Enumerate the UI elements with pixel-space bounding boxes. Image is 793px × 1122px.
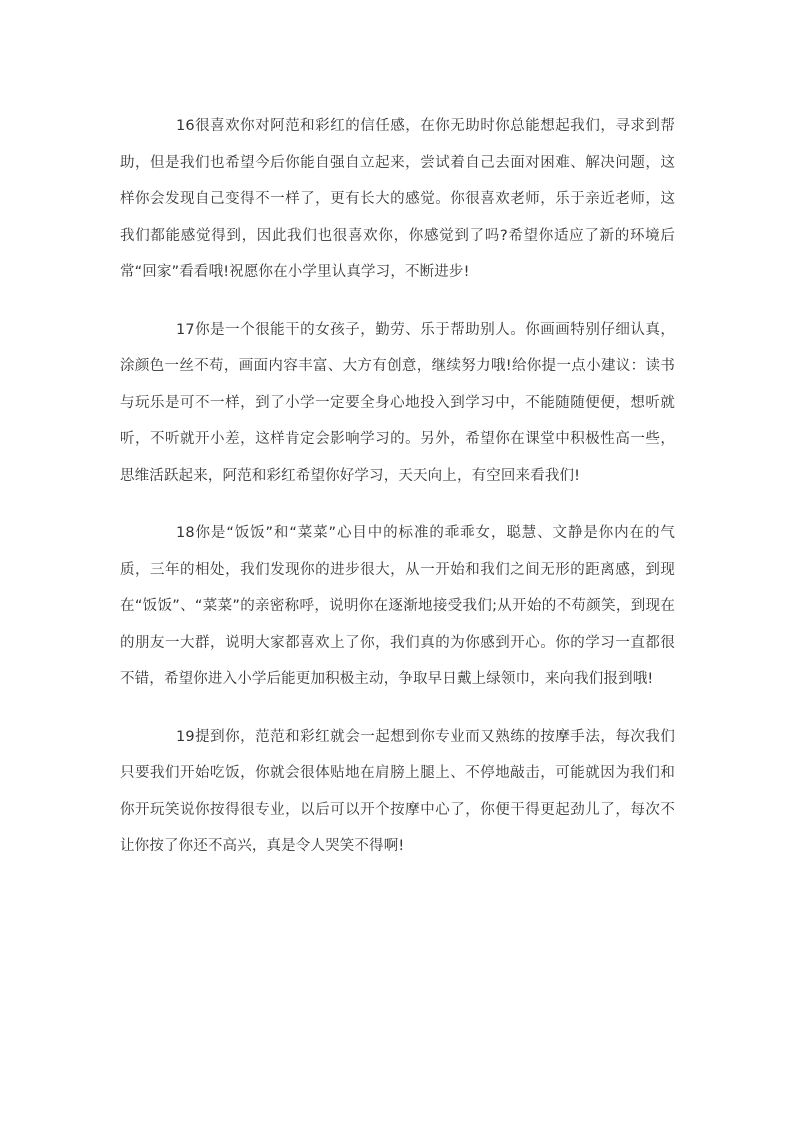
paragraph-19: [120, 719, 675, 865]
paragraph-text: 你是“饭饭”和“菜菜”心目中的标准的乖乖女，聪慧、文静是你内在的气质，三年的相处，我们发现你的进步很大，从一开始和我们之间无形的距离感，到现在“饭饭”、“菜菜”的亲密称呼，说明你在逐渐地接受我们;从开始的不苟颜笑，到现在的朋友一大群，说明大家都喜欢上了你，我们真的为你感到开心。你的学习一直都很不错，希望你进入小学后能更加积极主动，争取早日戴上绿领巾，来向我们报到哦!: [120, 525, 675, 687]
document-body: [120, 108, 675, 865]
paragraph-16: [120, 108, 675, 291]
paragraph-18: [120, 515, 675, 698]
paragraph-number: 16: [176, 118, 195, 134]
paragraph-text: 很喜欢你对阿范和彩红的信任感，在你无助时你总能想起我们，寻求到帮助，但是我们也希望今后你能自强自立起来，尝试着自己去面对困难、解决问题，这样你会发现自己变得不一样了，更有长大的感觉。你很喜欢老师，乐于亲近老师，这我们都能感觉得到，因此我们也很喜欢你，你感觉到了吗?希望你适应了新的环境后常“回家”看看哦!祝愿你在小学里认真学习，不断进步!: [120, 118, 675, 280]
paragraph-number: 19: [176, 728, 195, 745]
paragraph-number: 18: [176, 525, 195, 541]
paragraph-number: 17: [176, 321, 195, 338]
paragraph-text: 你是一个很能干的女孩子，勤劳、乐于帮助别人。你画画特别仔细认真，涂颜色一丝不苟，画面内容丰富、大方有创意，继续努力哦!给你提一点小建议：读书与玩乐是可不一样，到了小学一定要全身心地投入到学习中，不能随随便便，想听就听，不听就开小差，这样肯定会影响学习的。另外，希望你在课堂中积极性高一些，思维活跃起来，阿范和彩红希望你好学习，天天向上，有空回来看我们!: [120, 321, 675, 484]
paragraph-17: [120, 312, 675, 495]
paragraph-text: 提到你，范范和彩红就会一起想到你专业而又熟练的按摩手法，每次我们只要我们开始吃饭，你就会很体贴地在肩膀上腿上、不停地敲击，可能就因为我们和你开玩笑说你按得很专业，以后可以开个按摩中心了，你便干得更起劲儿了，每次不让你按了你还不高兴，真是令人哭笑不得啊!: [120, 728, 675, 854]
